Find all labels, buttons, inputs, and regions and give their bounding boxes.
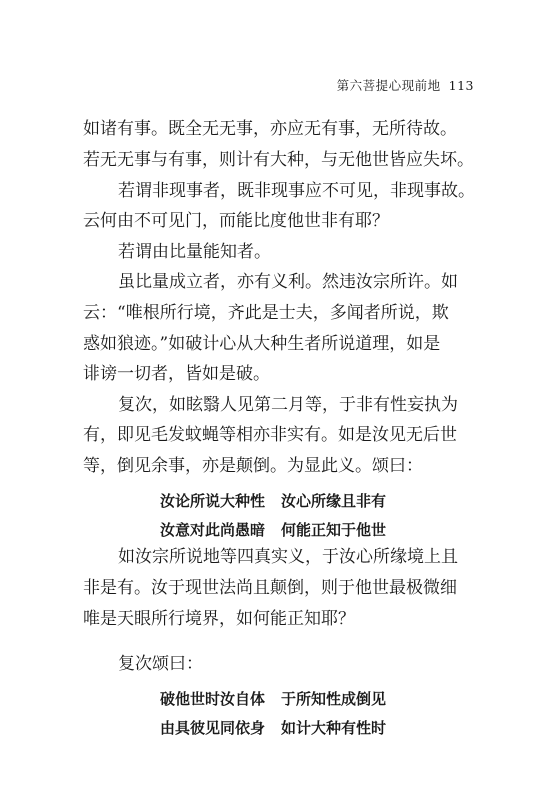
text-line: 虽比量成立者，亦有义利。然违汝宗所许。如 (118, 272, 458, 292)
verse-half: 如计大种有性时 (281, 719, 387, 737)
verse-line (160, 490, 386, 511)
text-line: 云：“唯根所行境，齐此是士夫，多闻者所说，欺 (83, 303, 449, 323)
text-line: 有，即见毛发蚊蝇等相亦非实有。如是汝见无后世 (83, 425, 457, 445)
verse-line (160, 519, 386, 540)
text-line: 非是有。汝于现世法尚且颠倒，则于他世最极微细 (83, 578, 457, 598)
verse-half: 由具彼见同依身 (160, 719, 266, 737)
text-line: 若谓由比量能知者。 (118, 242, 271, 262)
verse-line (160, 688, 386, 709)
running-header (337, 76, 474, 94)
text-line: 复次颂曰： (118, 654, 203, 674)
page-number: 113 (448, 78, 474, 93)
verse-line (160, 717, 386, 738)
text-line: 等，倒见余事，亦是颠倒。为显此义。颂曰： (83, 456, 423, 476)
verse-half: 汝意对此尚愚暗 (160, 521, 266, 539)
verse-half: 汝心所缘且非有 (281, 492, 387, 510)
text-line: 复次，如眩翳人见第二月等，于非有性妄执为 (118, 395, 458, 415)
text-line: 云何由不可见门，而能比度他世非有耶？ (83, 211, 389, 231)
verse-half: 汝论所说大种性 (160, 492, 266, 510)
text-line: 若无无事与有事，则计有大种，与无他世皆应失坏。 (83, 150, 474, 170)
verse-half: 破他世时汝自体 (160, 690, 266, 708)
text-line: 如诸有事。既全无无事，亦应无有事，无所待故。 (83, 119, 457, 139)
text-line: 若谓非现事者，既非现事应不可见，非现事故。 (118, 181, 475, 201)
text-line: 惑如狼迹。”如破计心从大种生者所说道理，如是 (83, 334, 441, 354)
verse-half: 何能正知于他世 (281, 521, 387, 539)
chapter-title: 第六菩提心现前地 (336, 78, 441, 93)
verse-half: 于所知性成倒见 (281, 690, 387, 708)
text-line: 诽谤一切者，皆如是破。 (83, 364, 270, 384)
text-line: 如汝宗所说地等四真实义，于汝心所缘境上且 (118, 547, 458, 567)
text-line: 唯是天眼所行境界，如何能正知耶？ (83, 609, 355, 629)
